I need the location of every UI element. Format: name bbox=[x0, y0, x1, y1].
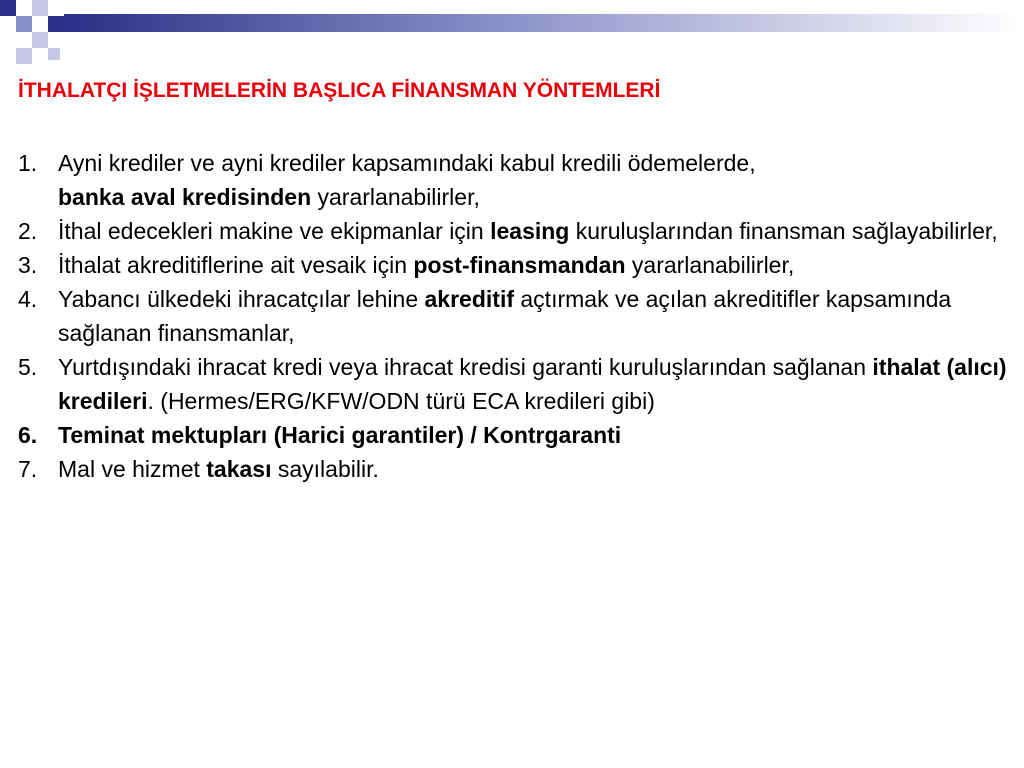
item-number: 7. bbox=[18, 456, 38, 482]
item-text: sayılabilir. bbox=[271, 456, 379, 482]
item-bold-text: post-finansmandan bbox=[413, 252, 626, 278]
item-text: açtırmak ve açılan akreditifler kapsamında sağlanan finansmanlar, bbox=[58, 286, 952, 346]
item-text: . (Hermes/ERG/KFW/ODN türü ECA kredileri gibi) bbox=[147, 388, 655, 414]
item-number: 4. bbox=[18, 286, 38, 312]
list-item bbox=[18, 452, 1018, 486]
item-text: yararlanabilirler, bbox=[625, 252, 795, 278]
item-bold-text: takası bbox=[206, 456, 272, 482]
deco-square-light bbox=[32, 32, 48, 48]
deco-square-mid bbox=[16, 16, 32, 32]
deco-square-light bbox=[48, 48, 60, 60]
item-text: Yabancı ülkedeki ihracatçılar lehine bbox=[58, 286, 425, 312]
list-item bbox=[18, 146, 1018, 214]
list-item bbox=[18, 418, 1018, 452]
item-bold-text: ithalat (alıcı) kredileri bbox=[58, 354, 1007, 414]
item-number: 2. bbox=[18, 218, 38, 244]
gradient-band bbox=[64, 14, 1024, 32]
deco-square-dark bbox=[0, 0, 16, 16]
item-number: 6. bbox=[18, 422, 38, 448]
deco-square-light bbox=[16, 48, 32, 64]
list-item bbox=[18, 282, 1018, 350]
item-text: İthalat akreditiflerine ait vesaik için bbox=[58, 252, 414, 278]
item-bold-text: leasing bbox=[490, 218, 570, 244]
item-number: 3. bbox=[18, 252, 38, 278]
item-text: Yurtdışındaki ihracat kredi veya ihracat kredisi garanti kuruluşlarından sağlanan bbox=[58, 354, 873, 380]
list-item bbox=[18, 350, 1018, 418]
header-decoration bbox=[0, 0, 1024, 64]
item-text: yararlanabilirler, bbox=[311, 184, 480, 210]
item-bold-text: banka aval kredisinden bbox=[58, 184, 312, 210]
slide-title: İTHALATÇI İŞLETMELERİN BAŞLICA FİNANSMAN YÖNTEMLERİ bbox=[18, 79, 661, 102]
item-text: kuruluşlarından finansman sağlayabilirler, bbox=[569, 218, 998, 244]
item-text: İthal edecekleri makine ve ekipmanlar için bbox=[58, 218, 491, 244]
item-number: 5. bbox=[18, 354, 38, 380]
item-bold-text: akreditif bbox=[424, 286, 514, 312]
deco-square-dark bbox=[48, 16, 64, 32]
deco-square-light bbox=[32, 0, 48, 16]
list-item bbox=[18, 248, 1018, 282]
list-item bbox=[18, 214, 1018, 248]
item-text: Ayni krediler ve ayni krediler kapsamındaki kabul kredili ödemelerde, bbox=[58, 150, 756, 176]
item-text: Teminat mektupları (Harici garantiler) / Kontrgaranti bbox=[58, 422, 622, 448]
financing-methods-list bbox=[18, 146, 1018, 486]
item-text: Mal ve hizmet bbox=[58, 456, 207, 482]
item-number: 1. bbox=[18, 150, 38, 176]
